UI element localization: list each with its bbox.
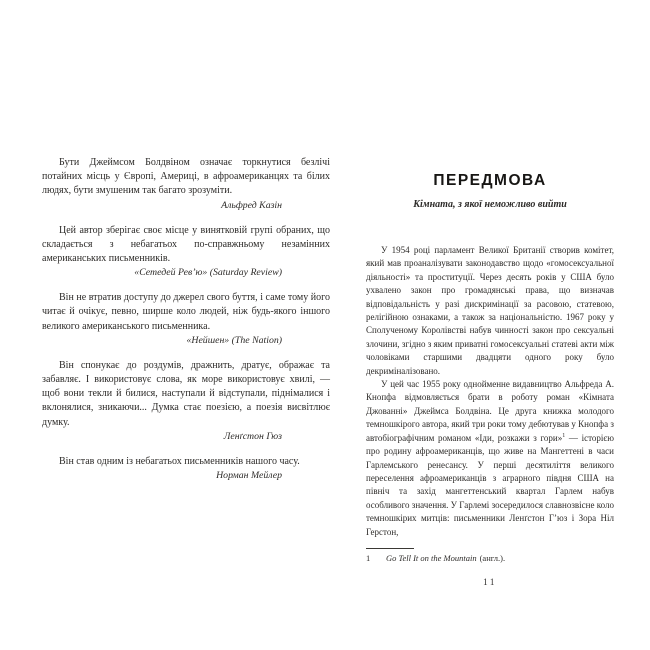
body-paragraph: У 1954 році парламент Великої Британії створив комітет, який мав проаналізувати законодавство щодо «гомосексуальної діяльності» та проституції. Через десять років у США було ухвалено закон про громадянські права, що визначав відповідальність у разі дискримінації за расовою, статевою, релігійною ознаками, а також за національністю. 1967 року у Сполученому Королівстві набув чинності закон про сексуальні злочини, згідно з яким приватні гомосексуальні статеві акти між чоловіками старшими двадцяти одного року було декриміналізовано. (366, 245, 614, 376)
quote-block (42, 224, 330, 281)
quote-text: Він спонукає до роздумів, дражнить, дратує, ображає та забавляє. І використовує слова, як море використовує хвилі, — щоб вони текли й билися, наступали й відступали, піднімалися і вклонялися, зникаючи... Думка стає поезією, а поезія висвітлює думку. (42, 359, 330, 428)
right-page (366, 172, 614, 588)
footnote-language-note: (англ.). (479, 552, 506, 563)
quote-text: Бути Джеймсом Болдвіном означає торкнутися безлічі потайних місць у Європі, Америці, в афроамериканцях та білих людях, бути змушеним так багато зрозуміти. (42, 157, 330, 197)
quote-attribution: Ленґстон Гюз (223, 430, 282, 442)
left-page (42, 156, 330, 494)
quote-block (42, 291, 330, 348)
footnote-marker: 1 (366, 552, 371, 563)
quote-attribution: Норман Мейлер (216, 470, 282, 482)
quote-block (42, 156, 330, 213)
quote-text: Він не втратив доступу до джерел свого буття, і саме тому його читає й очікує, певно, ширше коло людей, ніж будь-якого іншого великого американського письменника. (42, 292, 330, 332)
page-number: 11 (483, 576, 497, 587)
quote-attribution: «Нейшен» (The Nation) (186, 334, 282, 346)
quote-attribution: «Сетедей Рев’ю» (Saturday Review) (134, 267, 282, 279)
footnote-ref: 1 (562, 432, 566, 439)
quote-attribution: Альфред Казін (221, 199, 282, 211)
body-text: У цей час 1955 року однойменне видавництво Альфреда А. Кнопфа відмовляється брати в роботу роман «Кімната Джованні» Джеймса Болдвіна. Це друга книжка молодого темношкірого автора, який три роки тому дебютував у Кнопфа з автобіографічним романом «Іди, розкажи з гори» (366, 379, 614, 443)
chapter-title: ПЕРЕДМОВА (433, 172, 547, 189)
footnote (366, 553, 614, 564)
footnote-divider (366, 548, 414, 549)
quote-text: Цей автор зберігає своє місце у винятковій групі обраних, що складається з небагатьох по-справжньому незамінних американських письменників. (42, 224, 330, 265)
footnote-title: Go Tell It on the Mountain (386, 552, 477, 563)
quote-block (42, 455, 330, 483)
body-text: — історією про родину афроамериканців, що живе на Мангеттені в часи Гарлемського ренесансу. У перші десятиліття великого переселення афроамериканців з аграрного півдня США на північ та захід мангеттенський квартал Гарлем набув особливого значення. У Гарлемі зосередилося славнозвісне коло темношкірих митців: письменники Ленґстон Г’юз і Зора Ніл Герстон, (366, 432, 614, 537)
body-paragraph (366, 378, 614, 539)
quote-block (42, 359, 330, 444)
chapter-subtitle: Кімната, з якої неможливо вийти (413, 199, 567, 210)
quote-text: Він став одним із небагатьох письменників нашого часу. (59, 455, 300, 467)
